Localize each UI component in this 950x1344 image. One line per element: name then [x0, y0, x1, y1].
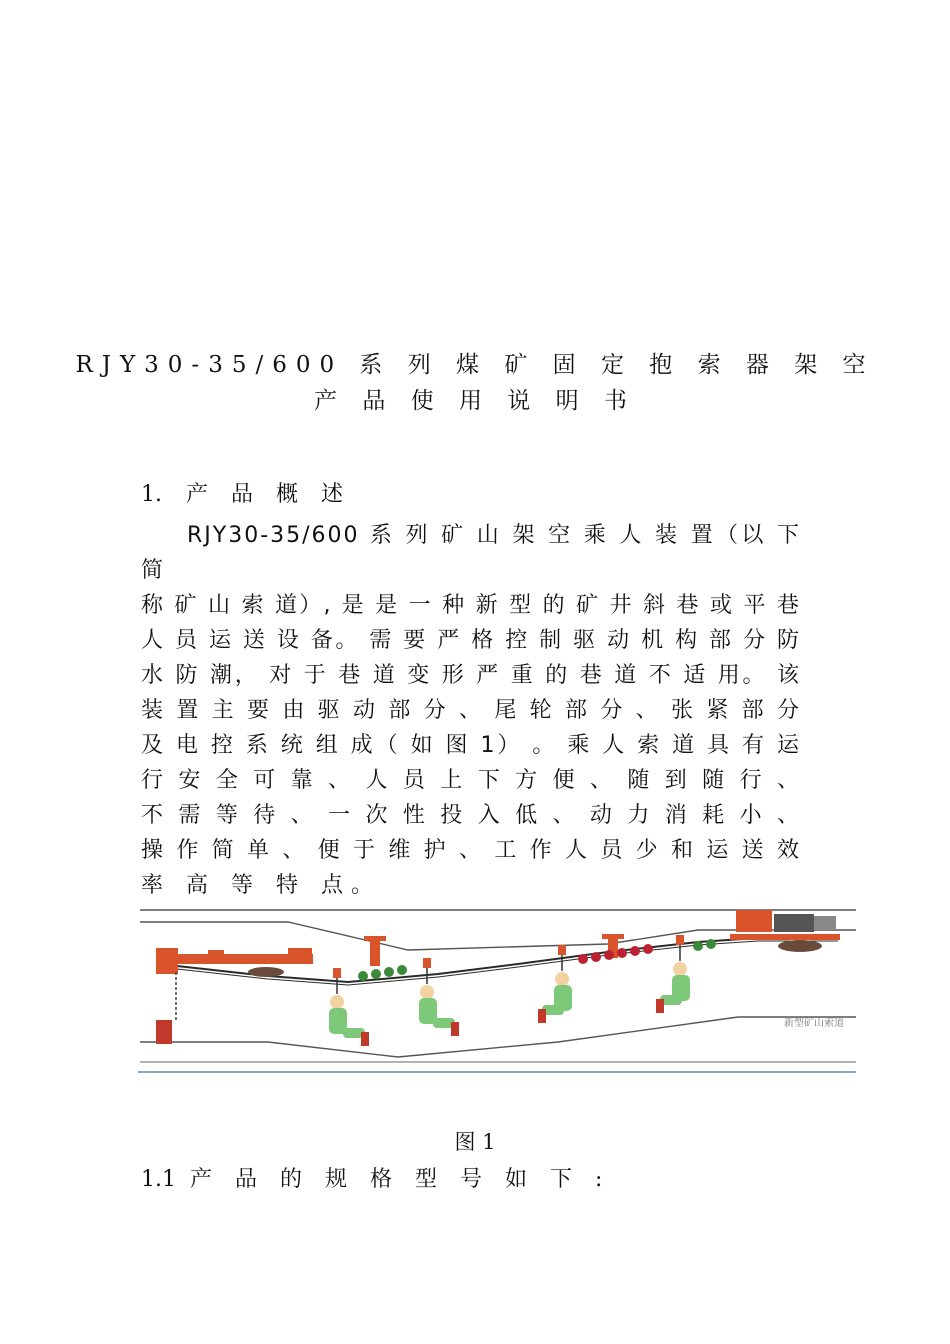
paragraph-line: 人 员 运 送 设 备。 需 要 严 格 控 制 驱 动 机 构 部 分 防: [141, 628, 801, 653]
title-line-2: 产 品 使 用 说 明 书: [314, 388, 636, 414]
section-1-heading: [141, 477, 351, 508]
paragraph-line: 率 高 等 特 点。: [141, 873, 381, 898]
tension-station: [156, 948, 313, 1044]
paragraph-line: 操 作 简 单 、 便 于 维 护 、 工 作 人 员 少 和 运 送 效: [141, 838, 801, 863]
figure-caption: 图 1: [454, 1130, 496, 1154]
section-1-number: 1.: [141, 482, 162, 507]
paragraph-line: 装 置 主 要 由 驱 动 部 分 、 尾 轮 部 分 、 张 紧 部 分: [141, 698, 801, 723]
paragraph-line: 行 安 全 可 靠 、 人 员 上 下 方 便 、 随 到 随 行 、: [141, 768, 801, 793]
title-line-1: RJY30-35/600 系 列 煤 矿 固 定 抱 索 器 架 空: [75, 352, 875, 378]
paragraph-line: 水 防 潮， 对 于 巷 道 变 形 严 重 的 巷 道 不 适 用。 该: [141, 663, 801, 688]
section-1-title: 产 品 概 述: [186, 482, 351, 507]
figure-label: 新型矿山索道: [784, 1018, 844, 1029]
rider-figure: [419, 958, 459, 1036]
section-1-1-number: 1.1: [141, 1167, 176, 1192]
tunnel-walls: [140, 910, 856, 1062]
ropeway-diagram-figure: [138, 902, 856, 1074]
paragraph-line: 称 矿 山 索 道）, 是 是 一 种 新 型 的 矿 井 斜 巷 或 平 巷: [141, 593, 801, 618]
overview-paragraph: [141, 518, 801, 903]
section-1-1-title: 产 品 的 规 格 型 号 如 下 :: [190, 1167, 611, 1192]
drive-station: [730, 910, 840, 952]
paragraph-line: 及 电 控 系 统 组 成（ 如 图 1） 。 乘 人 索 道 具 有 运: [141, 733, 801, 758]
paragraph-line: 不 需 等 待 、 一 次 性 投 入 低 、 动 力 消 耗 小 、: [141, 803, 801, 828]
section-1-1-heading: [141, 1162, 610, 1193]
paragraph-line: RJY30-35/600 系 列 矿 山 架 空 乘 人 装 置（以 下 简: [141, 523, 802, 583]
